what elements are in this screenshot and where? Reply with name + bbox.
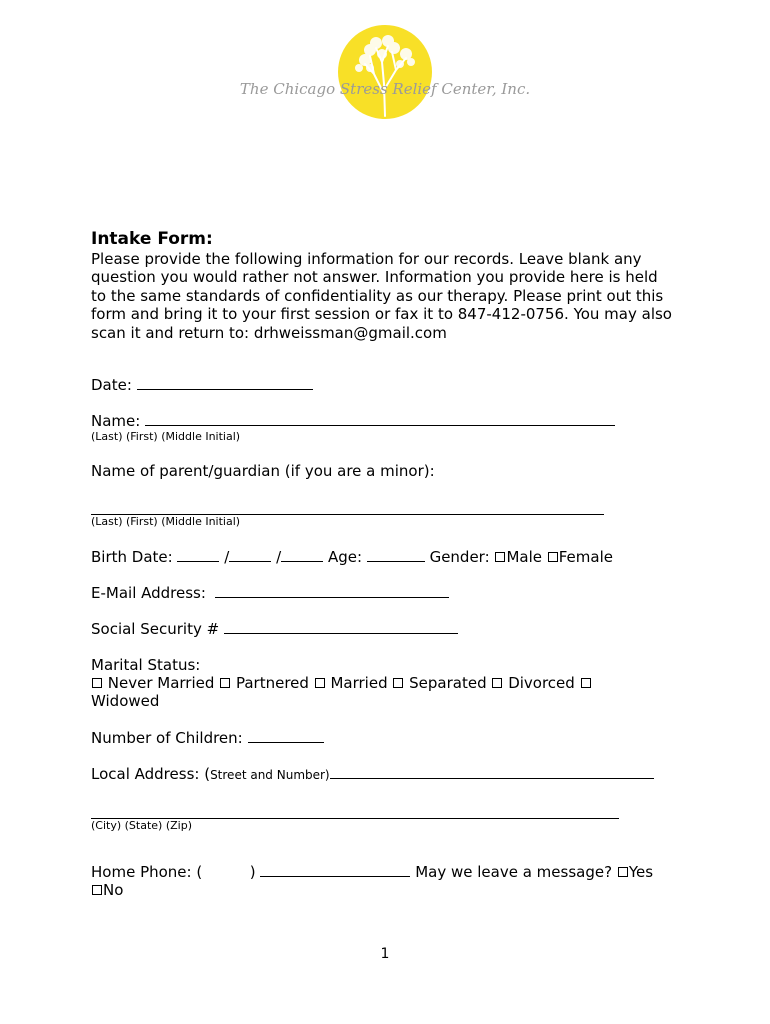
- age-label: Age:: [327, 548, 363, 566]
- gender-label: Gender:: [429, 548, 490, 566]
- message-no-checkbox[interactable]: [92, 885, 102, 895]
- birth-month-field[interactable]: [177, 548, 219, 562]
- city-field[interactable]: [91, 805, 619, 819]
- intro-line: Please provide the following information for our records. Leave blank any: [91, 250, 642, 268]
- ssn-row: [91, 620, 458, 638]
- birth-year-field[interactable]: [281, 548, 323, 562]
- street-field[interactable]: [330, 765, 654, 779]
- name-field[interactable]: [145, 412, 615, 426]
- gender-male-checkbox[interactable]: [495, 552, 505, 562]
- marital-option: Separated: [409, 674, 487, 692]
- marital-married-checkbox[interactable]: [315, 678, 325, 688]
- marital-options-row: [91, 674, 592, 692]
- marital-partnered-checkbox[interactable]: [220, 678, 230, 688]
- gender-option: Female: [558, 548, 613, 566]
- children-field[interactable]: [248, 729, 324, 743]
- birth-separator: /: [224, 548, 230, 566]
- address-hint: Street and Number): [210, 768, 330, 782]
- marital-option: Partnered: [235, 674, 309, 692]
- name-row: [91, 412, 615, 430]
- message-yes-checkbox[interactable]: [618, 867, 628, 877]
- city-hint: (City) (State) (Zip): [91, 819, 192, 832]
- birth-label: Birth Date:: [91, 548, 173, 566]
- form-title: Intake Form:: [91, 229, 213, 249]
- marital-option: Divorced: [508, 674, 575, 692]
- birth-separator: /: [276, 548, 282, 566]
- phone-close: ): [249, 863, 256, 881]
- guardian-hint: (Last) (First) (Middle Initial): [91, 515, 241, 528]
- guardian-field[interactable]: [91, 501, 604, 515]
- logo: [239, 24, 531, 124]
- marital-widowed-checkbox[interactable]: [581, 678, 591, 688]
- intro-line: to the same standards of confidentiality as our therapy. Please print out this: [91, 286, 664, 305]
- phone-row: [91, 863, 653, 881]
- birth-day-field[interactable]: [229, 548, 271, 562]
- marital-divorced-checkbox[interactable]: [492, 678, 502, 688]
- marital-label: Marital Status:: [91, 656, 201, 674]
- marital-never-married-checkbox[interactable]: [92, 678, 102, 688]
- ssn-label: Social Security #: [91, 620, 220, 638]
- marital-option: Widowed: [91, 692, 160, 710]
- intro-line: question you would rather not answer. Information you provide here is held: [91, 268, 658, 287]
- date-label: Date:: [91, 376, 132, 394]
- address-row: [91, 765, 654, 784]
- tree-icon: [239, 24, 531, 124]
- message-no-row: [91, 881, 123, 899]
- children-label: Number of Children:: [91, 729, 243, 747]
- address-label: Local Address: (: [91, 765, 211, 783]
- ssn-field[interactable]: [224, 620, 458, 634]
- phone-field[interactable]: [260, 863, 410, 877]
- message-option: Yes: [628, 863, 654, 881]
- form-intro: [91, 250, 691, 342]
- date-field[interactable]: [137, 376, 313, 390]
- birth-row: [91, 548, 613, 566]
- guardian-label: Name of parent/guardian (if you are a minor):: [91, 462, 435, 480]
- name-hint: (Last) (First) (Middle Initial): [91, 430, 241, 443]
- phone-label: Home Phone: (: [91, 863, 203, 881]
- date-row: [91, 376, 313, 394]
- age-field[interactable]: [367, 548, 425, 562]
- message-option: No: [103, 881, 124, 899]
- marital-option: Married: [330, 674, 388, 692]
- logo-text: The Chicago Stress Relief Center, Inc.: [239, 80, 531, 98]
- message-label: May we leave a message?: [415, 863, 613, 881]
- marital-separated-checkbox[interactable]: [393, 678, 403, 688]
- gender-female-checkbox[interactable]: [548, 552, 558, 562]
- page-number: 1: [380, 946, 390, 962]
- email-field[interactable]: [215, 584, 449, 598]
- name-label: Name:: [91, 412, 141, 430]
- email-row: [91, 584, 449, 602]
- intro-line: form and bring it to your first session or fax it to 847-412-0756. You may also: [91, 305, 672, 324]
- email-label: E-Mail Address:: [91, 584, 206, 602]
- gender-option: Male: [506, 548, 542, 566]
- marital-option: Never Married: [107, 674, 215, 692]
- children-row: [91, 729, 324, 747]
- intro-line: scan it and return to: drhweissman@gmail.com: [91, 323, 447, 342]
